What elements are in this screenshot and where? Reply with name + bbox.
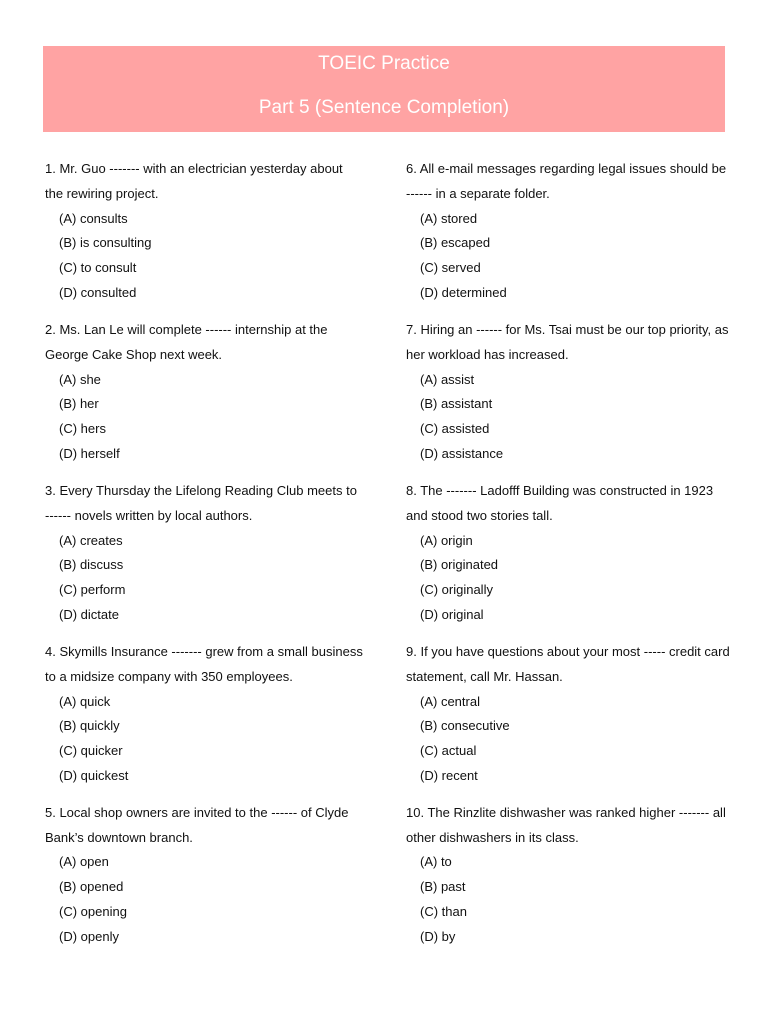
option-a: (A) consults bbox=[59, 210, 128, 226]
question-stem: 5. Local shop owners are invited to the ------ of Clyde Bank’s downtown branch. bbox=[45, 804, 349, 845]
question-3 bbox=[45, 479, 363, 628]
answer-options bbox=[45, 690, 363, 789]
option-a: (A) she bbox=[59, 371, 101, 387]
option-a: (A) creates bbox=[59, 532, 123, 548]
option-c: (C) served bbox=[420, 260, 481, 276]
option-b: (B) quickly bbox=[59, 718, 120, 734]
option-a: (A) to bbox=[420, 854, 452, 870]
question-stem: 1. Mr. Guo ------- with an electrician yesterday about the rewiring project. bbox=[45, 161, 343, 201]
option-d: (D) by bbox=[420, 928, 456, 944]
option-a: (A) central bbox=[420, 693, 480, 709]
option-c: (C) quicker bbox=[59, 743, 123, 759]
question-stem: 3. Every Thursday the Lifelong Reading Club meets to ------ novels written by local authors. bbox=[45, 482, 357, 523]
answer-options bbox=[45, 850, 363, 949]
answer-options bbox=[406, 690, 731, 789]
right-column bbox=[406, 157, 731, 950]
option-d: (D) herself bbox=[59, 445, 120, 461]
option-c: (C) originally bbox=[420, 582, 493, 598]
option-a: (A) open bbox=[59, 854, 109, 870]
question-stem: 2. Ms. Lan Le will complete ------ internship at the George Cake Shop next week. bbox=[45, 321, 328, 362]
option-d: (D) dictate bbox=[59, 606, 119, 622]
answer-options bbox=[45, 529, 363, 628]
question-7 bbox=[406, 318, 731, 467]
question-9 bbox=[406, 640, 731, 789]
option-c: (C) than bbox=[420, 904, 467, 920]
option-a: (A) stored bbox=[420, 210, 478, 226]
option-b: (B) originated bbox=[420, 557, 499, 573]
option-d: (D) original bbox=[420, 606, 484, 622]
question-stem: 10. The Rinzlite dishwasher was ranked higher ------- all other dishwashers in its class. bbox=[406, 804, 726, 845]
option-b: (B) escaped bbox=[420, 235, 491, 251]
option-b: (B) past bbox=[420, 879, 466, 895]
answer-options bbox=[406, 368, 731, 467]
option-c: (C) opening bbox=[59, 904, 127, 920]
option-c: (C) perform bbox=[59, 582, 126, 598]
question-6 bbox=[406, 157, 731, 306]
option-b: (B) is consulting bbox=[59, 235, 152, 251]
option-b: (B) assistant bbox=[420, 396, 493, 412]
option-a: (A) quick bbox=[59, 693, 111, 709]
option-d: (D) consulted bbox=[59, 284, 137, 300]
option-a: (A) origin bbox=[420, 532, 473, 548]
question-1 bbox=[45, 157, 363, 306]
page-title: TOEIC Practice bbox=[318, 53, 450, 74]
question-10 bbox=[406, 801, 731, 950]
option-c: (C) to consult bbox=[59, 260, 137, 276]
answer-options bbox=[45, 368, 363, 467]
answer-options bbox=[406, 529, 731, 628]
question-stem: 7. Hiring an ------ for Ms. Tsai must be our top priority, as her workload has increased. bbox=[406, 321, 729, 362]
page-subtitle: Part 5 (Sentence Completion) bbox=[258, 97, 510, 118]
option-d: (D) recent bbox=[420, 767, 478, 783]
option-d: (D) openly bbox=[59, 928, 119, 944]
option-b: (B) her bbox=[59, 396, 99, 412]
question-stem: 4. Skymills Insurance ------- grew from a small business to a midsize company with 350 employees. bbox=[45, 643, 363, 684]
option-b: (B) opened bbox=[59, 879, 124, 895]
option-c: (C) actual bbox=[420, 743, 477, 759]
question-stem: 6. All e-mail messages regarding legal issues should be ------ in a separate folder. bbox=[406, 161, 727, 201]
option-d: (D) determined bbox=[420, 284, 507, 300]
question-stem: 9. If you have questions about your most ----- credit card statement, call Mr. Hassan. bbox=[406, 643, 730, 684]
answer-options bbox=[406, 850, 731, 949]
question-5 bbox=[45, 801, 363, 950]
question-8 bbox=[406, 479, 731, 628]
answer-options bbox=[406, 207, 731, 306]
option-d: (D) assistance bbox=[420, 445, 504, 461]
answer-options bbox=[45, 207, 363, 306]
option-a: (A) assist bbox=[420, 371, 475, 387]
option-c: (C) assisted bbox=[420, 421, 490, 437]
question-stem: 8. The ------- Ladofff Building was constructed in 1923 and stood two stories tall. bbox=[406, 482, 714, 523]
title-banner bbox=[43, 46, 725, 132]
option-b: (B) consecutive bbox=[420, 718, 510, 734]
left-column bbox=[45, 157, 363, 950]
option-d: (D) quickest bbox=[59, 767, 129, 783]
question-4 bbox=[45, 640, 363, 789]
option-c: (C) hers bbox=[59, 421, 106, 437]
option-b: (B) discuss bbox=[59, 557, 124, 573]
question-2 bbox=[45, 318, 363, 467]
